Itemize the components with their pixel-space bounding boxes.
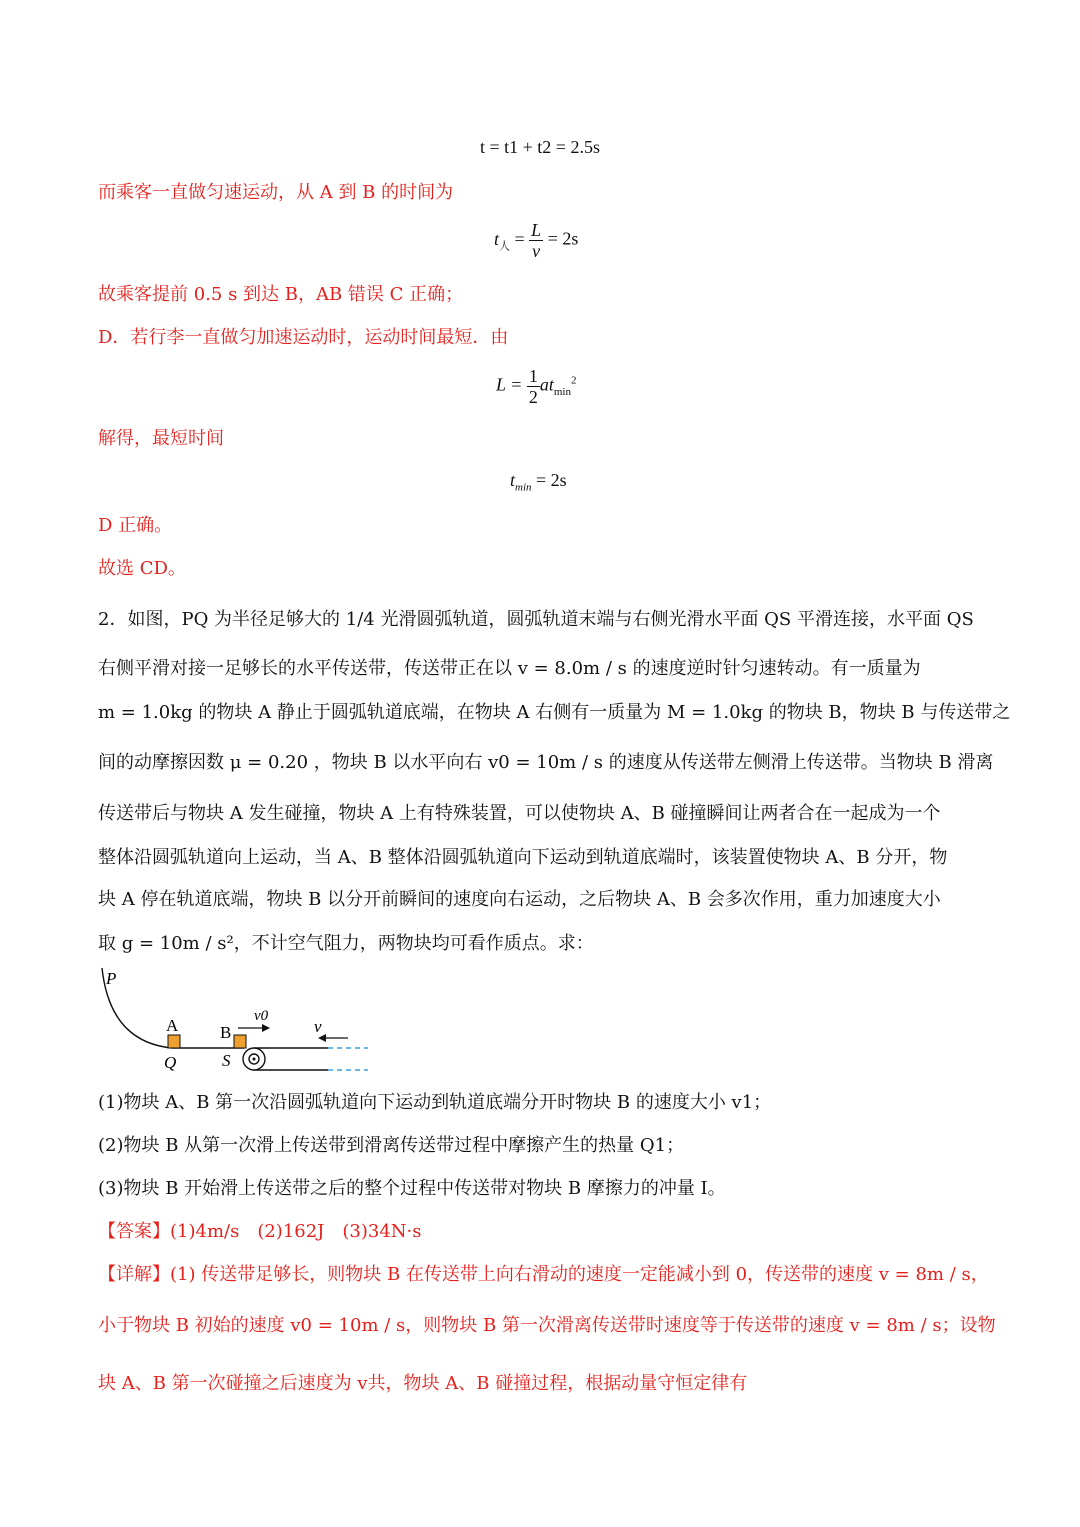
formula-min-time: $t_{min} = 2s$ [510,470,567,494]
block-b [234,1035,246,1048]
problem-line-4: 间的动摩擦因数 μ = 0.20 ，物块 B 以水平向右 v0 = 10m / s 的速度从传送带左侧滑上传送带。当物块 B 滑离 [98,752,994,773]
label-v0: v0 [254,1008,269,1024]
problem-line-5: 传送带后与物块 A 发生碰撞，物块 A 上有特殊装置，可以使物块 A、B 碰撞瞬间让两者合在一起成为一个 [98,803,941,824]
solution-line-6: 故选 CD。 [98,558,186,579]
formula-displacement: L = $\frac{1}{2}$ $at_{min}^2$ [496,366,577,407]
roller-center [253,1058,256,1061]
question-1: (1)物块 A、B 第一次沿圆弧轨道向下运动到轨道底端分开时物块 B 的速度大小 v1； [98,1092,772,1113]
track-diagram [96,966,376,1076]
detail-line-3: 块 A、B 第一次碰撞之后速度为 v共，物块 A、B 碰撞过程，根据动量守恒定律有 [98,1373,748,1394]
label-p: P [106,969,117,988]
problem-line-3: m = 1.0kg 的物块 A 静止于圆弧轨道底端，在物块 A 右侧有一质量为 M = 1.0kg 的物块 B，物块 B 与传送带之 [98,702,1011,723]
fraction: $\frac{L}{v}$ [531,220,542,261]
problem-line-1: 2．如图，PQ 为半径足够大的 1/4 光滑圆弧轨道，圆弧轨道末端与右侧光滑水平面 QS 平滑连接，水平面 QS [98,609,974,630]
fraction: $\frac{1}{2}$ [528,366,538,407]
label-b: B [220,1023,232,1042]
question-3: (3)物块 B 开始滑上传送带之后的整个过程中传送带对物块 B 摩擦力的冲量 I。 [98,1178,726,1199]
formula-passenger-time: $t_人$ = $\frac{L}{v}$ = 2s [494,220,579,261]
question-2: (2)物块 B 从第一次滑上传送带到滑离传送带过程中摩擦产生的热量 Q1； [98,1135,685,1156]
v0-arrowhead [262,1024,270,1032]
solution-line-2: 故乘客提前 0.5 s 到达 B，AB 错误 C 正确； [98,284,464,305]
label-v: v [314,1017,322,1036]
problem-line-6: 整体沿圆弧轨道向上运动，当 A、B 整体沿圆弧轨道向下运动到轨道底端时，该装置使物块 A、B 分开，物 [98,847,948,868]
label-a: A [166,1016,179,1035]
detail-line-1: 【详解】(1) 传送带足够长，则物块 B 在传送带上向右滑动的速度一定能减小到 0，传送带的速度 v = 8m / s， [98,1264,989,1285]
solution-line-4: 解得，最短时间 [98,428,224,449]
problem-line-7: 块 A 停在轨道底端，物块 B 以分开前瞬间的速度向右运动，之后物块 A、B 会多次作用，重力加速度大小 [98,889,941,910]
formula-total-time: t = t1 + t2 = 2.5s [480,137,600,157]
problem-line-2: 右侧平滑对接一足够长的水平传送带，传送带正在以 v = 8.0m / s 的速度逆时针匀速转动。有一质量为 [98,658,921,679]
solution-line-1: 而乘客一直做匀速运动，从 A 到 B 的时间为 [98,182,454,203]
label-q: Q [164,1053,177,1072]
solution-line-5: D 正确。 [98,515,173,536]
solution-line-3: D．若行李一直做匀加速运动时，运动时间最短．由 [98,327,509,348]
block-a [168,1035,180,1048]
detail-line-2: 小于物块 B 初始的速度 v0 = 10m / s，则物块 B 第一次滑离传送带时速度等于传送带的速度 v = 8m / s；设物 [98,1315,996,1336]
answer-line: 【答案】(1)4m/s (2)162J (3)34N·s [98,1221,422,1242]
label-s: S [222,1051,231,1070]
problem-line-8: 取 g = 10m / s²，不计空气阻力，两物块均可看作质点。求： [98,933,594,954]
